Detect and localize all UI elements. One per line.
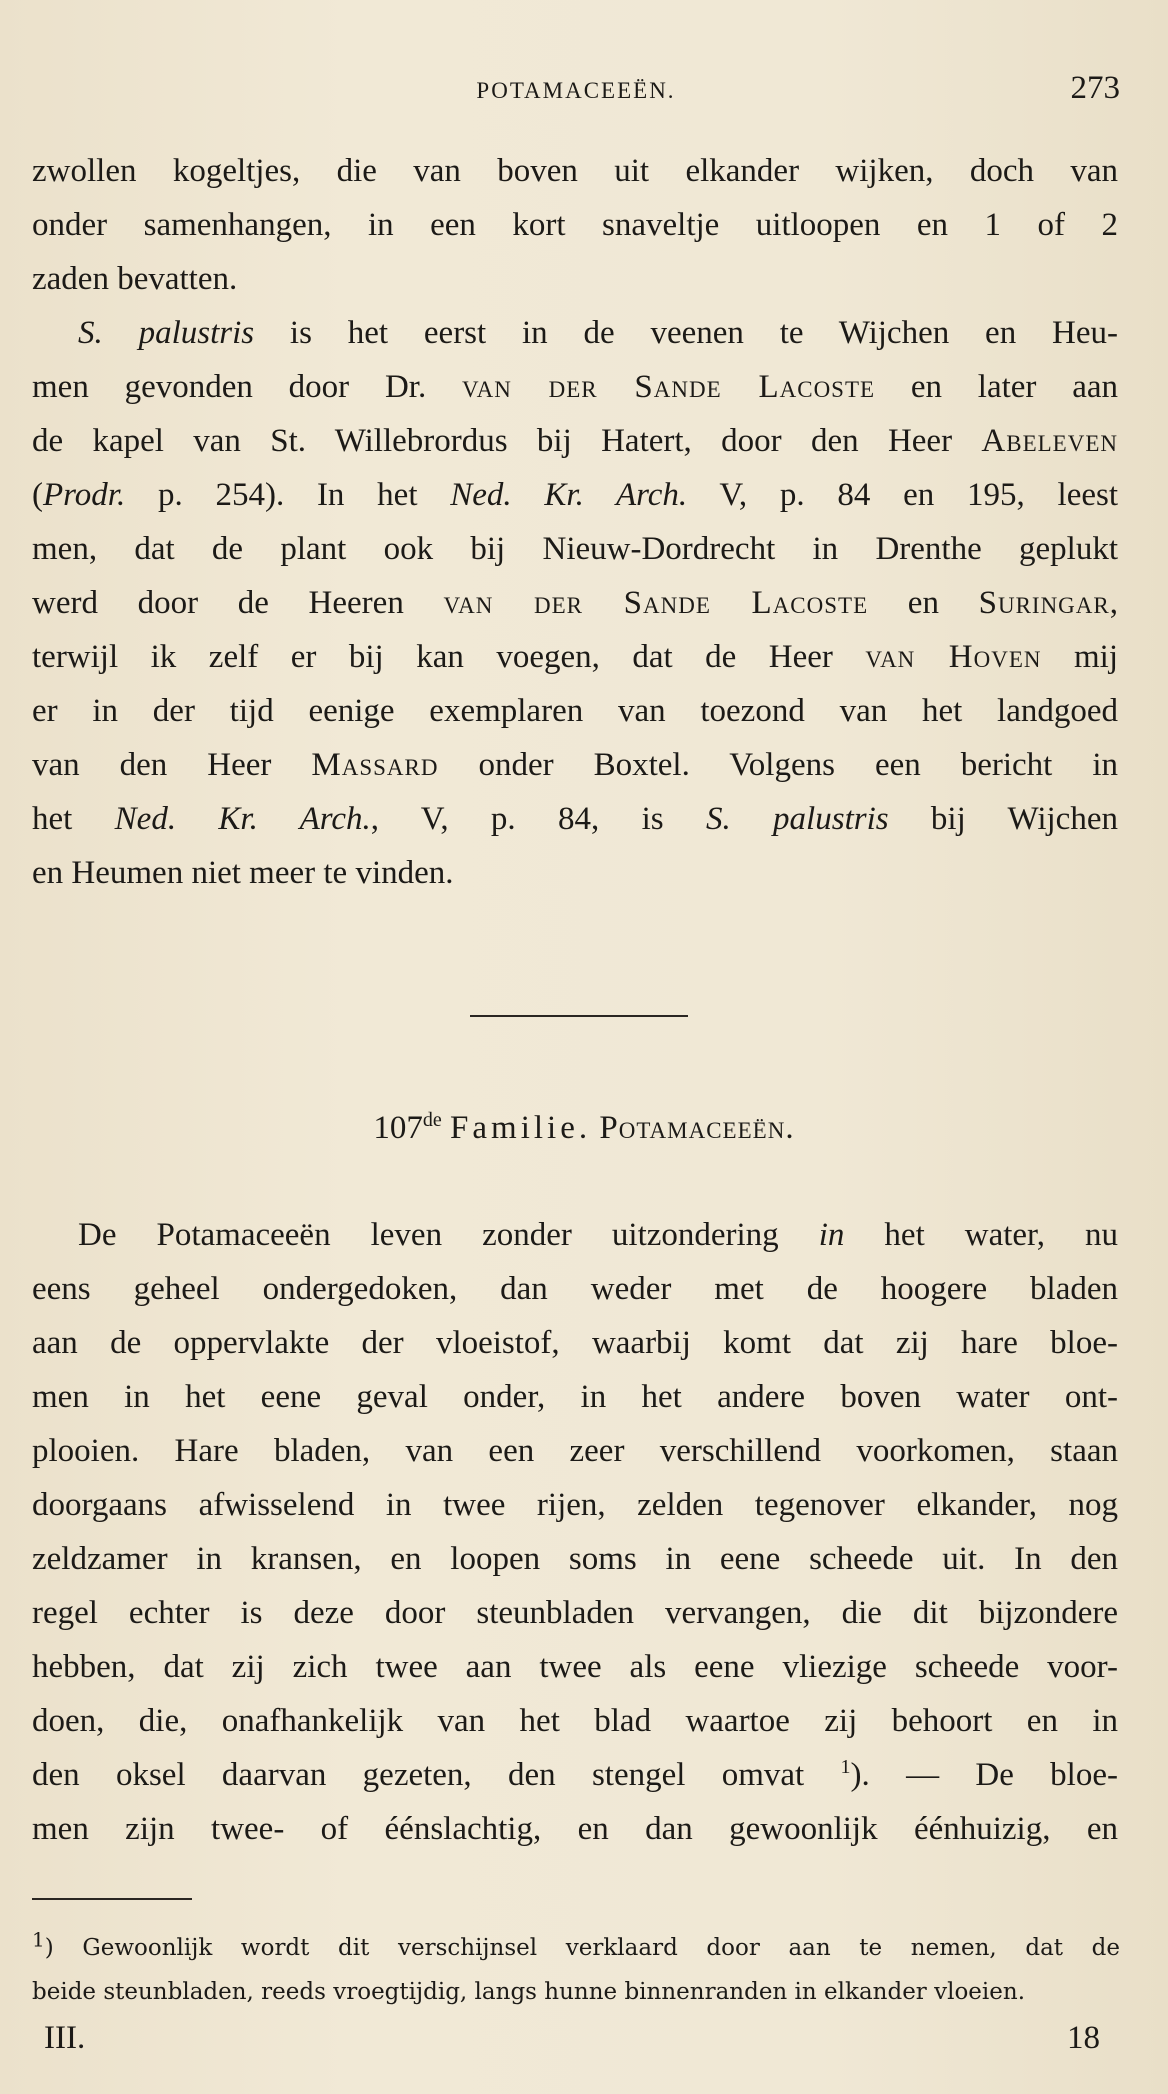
paragraph-block-bottom	[32, 1208, 1118, 1856]
signature-mark: 18	[1067, 2020, 1100, 2056]
text-run: men, dat de plant ook bij Nieuw-Dordrecht in Drenthe geplukt	[32, 531, 1118, 567]
footnote-rule	[32, 1898, 192, 1900]
text-run: onder Boxtel. Volgens een bericht in	[438, 747, 1118, 783]
family-number-suffix: de	[422, 1109, 442, 1131]
text-run: doen, die, onafhankelijk van het blad waartoe zij behoort en in	[32, 1703, 1118, 1739]
italic-text: Prodr.	[43, 477, 126, 513]
text-run: (	[32, 477, 43, 513]
text-run: en	[868, 585, 979, 621]
text-run: ,	[1109, 585, 1118, 621]
text-line	[32, 738, 1118, 792]
small-caps-name: van Hoven	[865, 639, 1042, 675]
text-run: p. 254). In het	[125, 477, 451, 513]
text-line	[32, 1424, 1118, 1478]
italic-text: Ned. Kr. Arch.	[114, 801, 371, 837]
page-footer	[32, 2020, 1120, 2068]
text-line	[32, 1532, 1118, 1586]
text-run: ) Gewoonlijk wordt dit verschijnsel verklaard door aan te nemen, dat de	[44, 1935, 1120, 1961]
text-run: zaden bevatten.	[32, 261, 238, 297]
text-run: men zijn twee- of éénslachtig, en dan gewoonlijk éénhuizig, en	[32, 1811, 1118, 1847]
small-caps-name: Abeleven	[981, 423, 1118, 459]
text-line	[32, 630, 1118, 684]
text-run: zeldzamer in kransen, en loopen soms in eene scheede uit. In den	[32, 1541, 1118, 1577]
text-run: plooien. Hare bladen, van een zeer verschillend voorkomen, staan	[32, 1433, 1118, 1469]
page-header	[32, 70, 1120, 110]
footnote-marker: 1	[840, 1756, 851, 1778]
text-run: werd door de Heeren	[32, 585, 444, 621]
text-run: ). — De bloe-	[850, 1757, 1118, 1793]
family-heading	[0, 1098, 1168, 1158]
text-run: terwijl ik zelf er bij kan voegen, dat de Heer	[32, 639, 866, 675]
text-line	[32, 1640, 1118, 1694]
text-line	[32, 1586, 1118, 1640]
text-run: bij Wijchen	[888, 801, 1118, 837]
text-line	[32, 522, 1118, 576]
text-run: is het eerst in de veenen te Wijchen en Heu-	[254, 315, 1118, 351]
text-line	[32, 1262, 1118, 1316]
italic-text: S. palustris	[78, 315, 255, 351]
text-line	[32, 1694, 1118, 1748]
text-run: men gevonden door Dr.	[32, 369, 462, 405]
italic-text: S. palustris	[705, 801, 889, 837]
text-line	[32, 414, 1118, 468]
text-line	[32, 1970, 1120, 2014]
text-run: mij	[1041, 639, 1118, 675]
text-line	[32, 1926, 1120, 1970]
text-line	[32, 144, 1118, 198]
footnote	[32, 1926, 1120, 2014]
footnote-marker: 1	[32, 1927, 45, 1952]
text-line	[32, 1370, 1118, 1424]
text-line	[32, 306, 1118, 360]
text-line	[32, 846, 1118, 900]
text-run: het water, nu	[844, 1217, 1118, 1253]
text-run: zwollen kogeltjes, die van boven uit elkander wijken, doch van	[32, 153, 1118, 189]
text-run: den oksel daarvan gezeten, den stengel omvat	[32, 1757, 841, 1793]
text-line	[32, 360, 1118, 414]
small-caps-name: Massard	[311, 747, 439, 783]
text-line	[32, 1802, 1118, 1856]
family-word: Familie.	[450, 1110, 592, 1146]
text-line	[32, 576, 1118, 630]
text-run: van den Heer	[32, 747, 312, 783]
text-line	[32, 198, 1118, 252]
running-title: POTAMACEEËN.	[476, 78, 676, 103]
text-run: V, p. 84 en 195, leest	[687, 477, 1118, 513]
text-run: aan de oppervlakte der vloeistof, waarbij komt dat zij hare bloe-	[32, 1325, 1118, 1361]
text-line	[32, 684, 1118, 738]
small-caps-name: Suringar	[978, 585, 1110, 621]
small-caps-name: van der Sande Lacoste	[443, 585, 869, 621]
text-run: regel echter is deze door steunbladen vervangen, die dit bijzondere	[32, 1595, 1118, 1631]
page-number: 273	[1070, 70, 1120, 106]
text-run: hebben, dat zij zich twee aan twee als eene vliezige scheede voor-	[32, 1649, 1118, 1685]
text-line	[32, 1208, 1118, 1262]
family-name: Potamaceeën.	[599, 1110, 795, 1146]
text-line	[32, 792, 1118, 846]
text-run: beide steunbladen, reeds vroegtijdig, langs hunne binnenranden in elkander vloeien.	[32, 1979, 1026, 2005]
text-line	[32, 252, 1118, 306]
text-run: en Heumen niet meer te vinden.	[32, 855, 454, 891]
italic-text: in	[818, 1217, 845, 1253]
section-divider	[470, 1015, 688, 1017]
text-run: onder samenhangen, in een kort snaveltje uitloopen en 1 of 2	[32, 207, 1118, 243]
text-run: doorgaans afwisselend in twee rijen, zelden tegenover elkander, nog	[32, 1487, 1118, 1523]
volume-number: III.	[44, 2020, 86, 2056]
text-run: eens geheel ondergedoken, dan weder met de hoogere bladen	[32, 1271, 1118, 1307]
text-line	[32, 1748, 1118, 1802]
text-run: , V, p. 84, is	[370, 801, 706, 837]
text-run: er in der tijd eenige exemplaren van toezond van het landgoed	[32, 693, 1118, 729]
text-run: de kapel van St. Willebrordus bij Hatert, door den Heer	[32, 423, 982, 459]
small-caps-name: van der Sande Lacoste	[462, 369, 876, 405]
family-number: 107	[373, 1110, 423, 1146]
text-line	[32, 468, 1118, 522]
text-run: en later aan	[875, 369, 1118, 405]
text-line	[32, 1316, 1118, 1370]
paragraph-block-top	[32, 144, 1118, 900]
text-run: het	[32, 801, 115, 837]
italic-text: Ned. Kr. Arch.	[450, 477, 688, 513]
text-run: men in het eene geval onder, in het andere boven water ont-	[32, 1379, 1118, 1415]
text-run: De Potamaceeën leven zonder uitzondering	[78, 1217, 819, 1253]
text-line	[32, 1478, 1118, 1532]
